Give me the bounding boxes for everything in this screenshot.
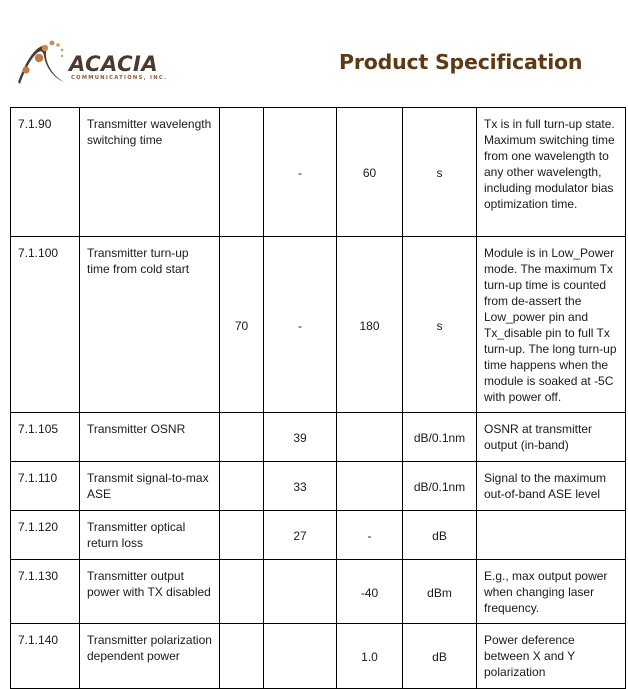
param-name: Transmit signal-to-max ASE (80, 462, 220, 511)
notes (477, 511, 626, 560)
table-row (11, 560, 626, 624)
min-value: 70 (220, 237, 264, 413)
logo-swoosh-icon (16, 38, 76, 88)
param-name: Transmitter polarization dependent power (80, 624, 220, 689)
notes: Power deference between X and Y polarization (477, 624, 626, 689)
typ-value: 39 (264, 413, 337, 462)
min-value (220, 624, 264, 689)
notes: E.g., max output power when changing laser frequency. (477, 560, 626, 624)
table-row (11, 511, 626, 560)
typ-value: - (264, 237, 337, 413)
table-row (11, 237, 626, 413)
typ-value: 27 (264, 511, 337, 560)
notes: Signal to the maximum out-of-band ASE level (477, 462, 626, 511)
table-row (11, 413, 626, 462)
param-id: 7.1.120 (11, 511, 80, 560)
page-title: Product Specification (339, 50, 583, 74)
param-id: 7.1.105 (11, 413, 80, 462)
unit: s (403, 237, 477, 413)
param-id: 7.1.140 (11, 624, 80, 689)
max-value: -40 (337, 560, 403, 624)
max-value: 1.0 (337, 624, 403, 689)
max-value (337, 462, 403, 511)
param-name: Transmitter output power with TX disabled (80, 560, 220, 624)
unit: dB/0.1nm (403, 462, 477, 511)
notes: Module is in Low_Power mode. The maximum Tx turn-up time is counted from de-assert the Low_power pin and Tx_disable pin to full Tx turn-up. The long turn-up time happens when the module is soaked at -5C with power off. (477, 237, 626, 413)
logo-wordmark: ACACIA (69, 52, 159, 76)
max-value: 180 (337, 237, 403, 413)
max-value: 60 (337, 108, 403, 237)
unit: dB/0.1nm (403, 413, 477, 462)
typ-value (264, 624, 337, 689)
table-row (11, 624, 626, 689)
param-id: 7.1.130 (11, 560, 80, 624)
notes: Tx is in full turn-up state. Maximum switching time from one wavelength to any other wavelength, including modulator bias optimization time. (477, 108, 626, 237)
max-value: - (337, 511, 403, 560)
param-id: 7.1.100 (11, 237, 80, 413)
acacia-logo (16, 38, 176, 88)
unit: dB (403, 511, 477, 560)
unit: s (403, 108, 477, 237)
param-id: 7.1.90 (11, 108, 80, 237)
unit: dBm (403, 560, 477, 624)
max-value (337, 413, 403, 462)
min-value (220, 413, 264, 462)
spec-table (10, 107, 626, 689)
table-row (11, 462, 626, 511)
notes: OSNR at transmitter output (in-band) (477, 413, 626, 462)
typ-value: - (264, 108, 337, 237)
min-value (220, 108, 264, 237)
param-name: Transmitter optical return loss (80, 511, 220, 560)
param-name: Transmitter wavelength switching time (80, 108, 220, 237)
typ-value (264, 560, 337, 624)
min-value (220, 560, 264, 624)
param-id: 7.1.110 (11, 462, 80, 511)
table-row (11, 108, 626, 237)
min-value (220, 511, 264, 560)
param-name: Transmitter turn-up time from cold start (80, 237, 220, 413)
logo-subtitle: COMMUNICATIONS, INC. (71, 75, 168, 81)
typ-value: 33 (264, 462, 337, 511)
min-value (220, 462, 264, 511)
unit: dB (403, 624, 477, 689)
param-name: Transmitter OSNR (80, 413, 220, 462)
